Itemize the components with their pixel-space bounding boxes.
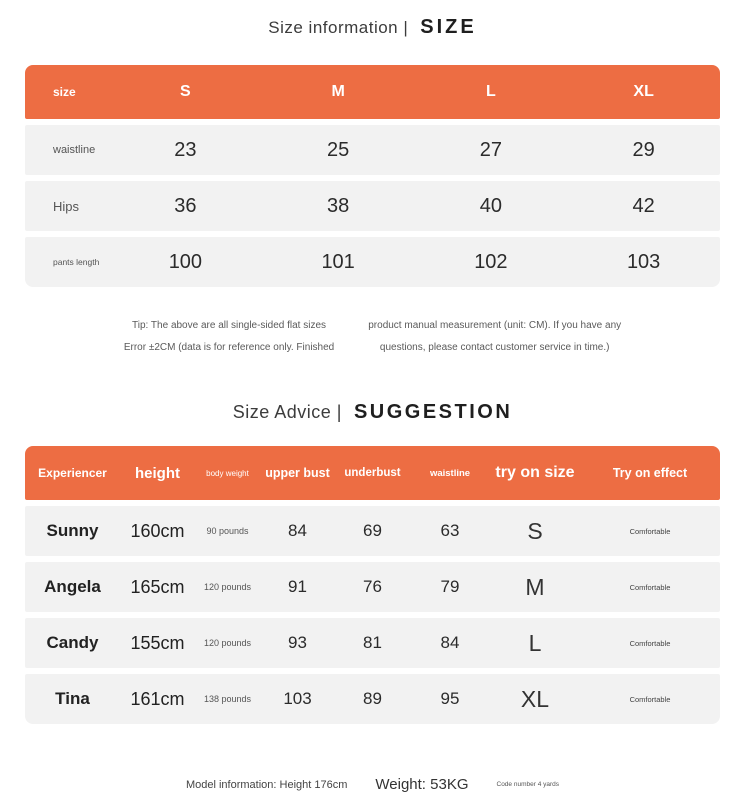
size-col-m: M xyxy=(331,83,345,100)
cell-underbust: 69 xyxy=(363,521,382,540)
size-table xyxy=(25,65,720,287)
model-weight-text: Weight: 53KG xyxy=(375,776,469,793)
experiencer-name: Candy xyxy=(46,633,99,652)
cell-value: 27 xyxy=(479,138,502,161)
cell-try-on-effect: Comfortable xyxy=(629,526,671,536)
cell-upper-bust: 84 xyxy=(288,521,307,540)
size-corner-label: size xyxy=(53,85,76,99)
advice-title-caps: SUGGESTION xyxy=(353,401,513,423)
cell-value: 102 xyxy=(474,250,508,273)
table-row xyxy=(25,181,720,231)
advice-col-upper-bust: upper bust xyxy=(265,466,330,480)
cell-value: 103 xyxy=(626,250,661,273)
tip-line: questions, please contact customer service in time.) xyxy=(379,342,610,353)
advice-section-title xyxy=(0,359,745,424)
advice-table-header xyxy=(25,446,720,500)
tip-line: product manual measurement (unit: CM). If you have any xyxy=(368,320,622,331)
cell-try-on-size: S xyxy=(527,517,543,544)
table-row xyxy=(25,506,720,556)
size-col-l: L xyxy=(485,83,496,100)
advice-col-experiencer: Experiencer xyxy=(38,466,107,480)
cell-waistline: 84 xyxy=(440,633,460,652)
cell-weight: 90 pounds xyxy=(206,526,249,536)
cell-weight: 120 pounds xyxy=(203,582,252,592)
cell-height: 165cm xyxy=(130,576,185,597)
table-row xyxy=(25,674,720,724)
cell-weight: 138 pounds xyxy=(203,694,252,704)
row-label: waistline xyxy=(53,144,96,156)
cell-value: 38 xyxy=(327,194,350,217)
cell-upper-bust: 103 xyxy=(283,689,312,708)
tip-line: Error ±2CM (data is for reference only. Finished xyxy=(123,342,335,353)
advice-title-text: Size Advice | xyxy=(232,402,342,422)
cell-value: 42 xyxy=(632,194,655,217)
cell-try-on-effect: Comfortable xyxy=(629,582,671,592)
size-title-caps: SIZE xyxy=(420,16,477,38)
size-section-title xyxy=(0,0,745,39)
advice-col-body-weight: body weight xyxy=(206,468,249,478)
cell-waistline: 79 xyxy=(440,577,460,596)
size-tip-note xyxy=(0,315,745,359)
cell-try-on-effect: Comfortable xyxy=(629,638,671,648)
cell-underbust: 76 xyxy=(363,577,382,596)
cell-try-on-size: XL xyxy=(520,685,550,712)
cell-value: 23 xyxy=(174,138,197,161)
table-row xyxy=(25,562,720,612)
cell-underbust: 89 xyxy=(363,689,382,708)
model-height-text: Model information: Height 176cm xyxy=(185,778,348,791)
cell-value: 25 xyxy=(327,138,350,161)
cell-value: 100 xyxy=(168,250,203,273)
advice-col-underbust: underbust xyxy=(344,467,401,479)
experiencer-name: Tina xyxy=(55,689,90,708)
cell-value: 29 xyxy=(632,138,655,161)
cell-waistline: 95 xyxy=(440,689,460,708)
cell-value: 40 xyxy=(479,194,502,217)
table-row xyxy=(25,125,720,175)
cell-height: 155cm xyxy=(130,632,185,653)
size-col-xl: XL xyxy=(633,83,654,100)
model-info-footer xyxy=(0,776,745,793)
advice-col-try-on-effect: Try on effect xyxy=(612,466,688,480)
experiencer-name: Angela xyxy=(44,577,101,596)
model-code-text: Code number 4 yards xyxy=(496,781,560,788)
table-row xyxy=(25,618,720,668)
size-title-text: Size information | xyxy=(268,18,409,37)
cell-upper-bust: 93 xyxy=(288,633,307,652)
advice-table xyxy=(25,446,720,724)
cell-height: 161cm xyxy=(130,688,185,709)
cell-upper-bust: 91 xyxy=(288,577,307,596)
experiencer-name: Sunny xyxy=(46,521,99,540)
tip-right-column xyxy=(368,315,621,359)
cell-try-on-effect: Comfortable xyxy=(629,694,671,704)
row-label: pants length xyxy=(53,257,100,267)
cell-try-on-size: M xyxy=(525,573,545,600)
cell-value: 36 xyxy=(174,194,197,217)
advice-col-waistline: waistline xyxy=(429,467,471,479)
cell-try-on-size: L xyxy=(528,629,542,656)
tip-left-column xyxy=(124,315,334,359)
cell-height: 160cm xyxy=(130,520,185,541)
advice-col-try-on-size: try on size xyxy=(495,464,575,481)
table-row xyxy=(25,237,720,287)
row-label: Hips xyxy=(53,198,80,214)
cell-underbust: 81 xyxy=(363,633,382,652)
size-col-s: S xyxy=(180,83,191,100)
tip-line: Tip: The above are all single-sided flat sizes xyxy=(132,320,327,331)
cell-value: 101 xyxy=(321,250,355,273)
advice-col-height: height xyxy=(135,464,180,482)
size-table-header xyxy=(25,65,720,119)
cell-waistline: 63 xyxy=(440,521,460,540)
cell-weight: 120 pounds xyxy=(203,638,252,648)
